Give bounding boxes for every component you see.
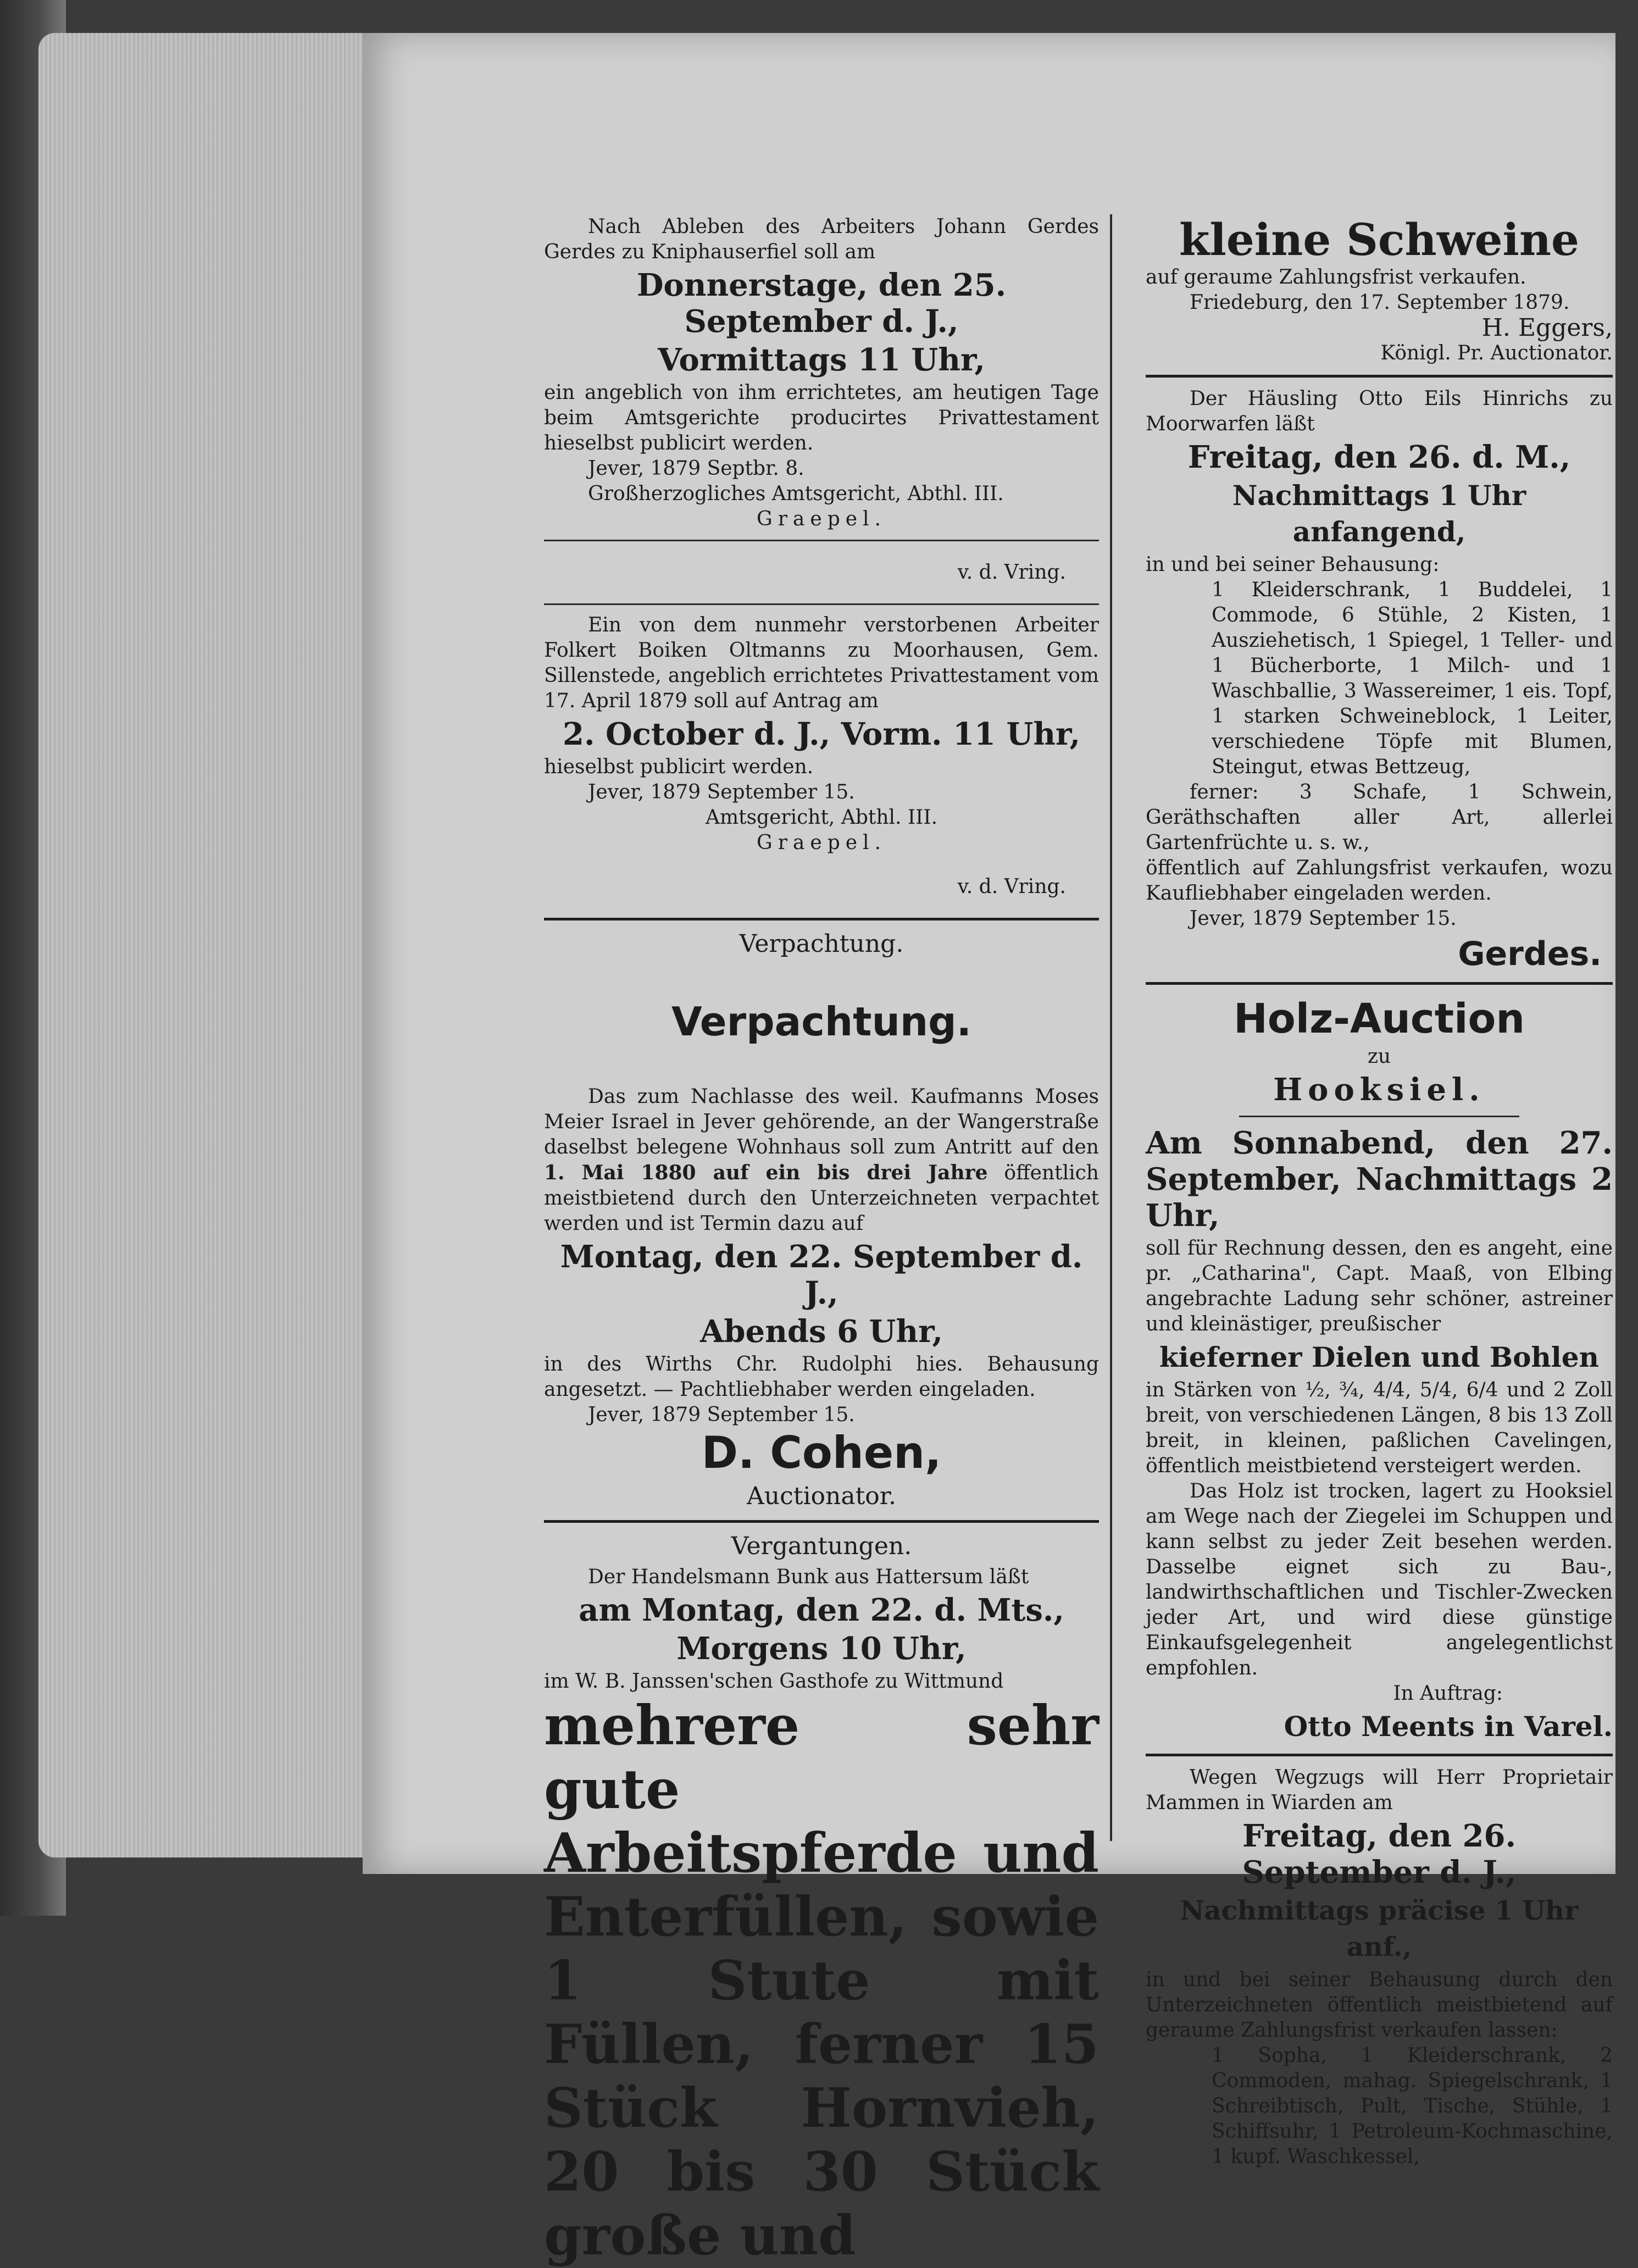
mammen-intro: Wegen Wegzugs will Herr Proprietair Mammen in Wiarden am <box>1146 1766 1613 1814</box>
pigs-place-date: Friedeburg, den 17. September 1879. <box>1190 291 1570 314</box>
mammen-time: Nachmittags präcise 1 Uhr anf., <box>1180 1895 1579 1962</box>
notice-date: 2. October d. J., Vorm. 11 Uhr, <box>563 716 1080 752</box>
wood-auction-notice <box>1146 994 1613 1745</box>
wood-date: Am Sonnabend, den 27. September, Nachmittags 2 Uhr, <box>1146 1125 1613 1234</box>
lease-notice <box>544 929 1099 1511</box>
hinrichs-sale-notice <box>1146 386 1613 973</box>
hinrichs-lead: in und bei seiner Behausung: <box>1146 553 1440 576</box>
notice-date: Donnerstage, den 25. September d. J., <box>636 267 1007 340</box>
sale-animals: mehrere sehr gute Arbeitspferde und Enterfüllen, sowie 1 Stute mit Füllen, ferner 15 Stück Hornvieh, 20 bis 30 Stück große und <box>544 1694 1099 2267</box>
livestock-sale-notice <box>544 1532 1099 2268</box>
divider <box>544 603 1099 605</box>
hinrichs-items: 1 Kleiderschrank, 1 Buddelei, 1 Commode, 6 Stühle, 2 Kisten, 1 Ausziehetisch, 1 Spiegel, 1 Teller- und 1 Bücherborte, 1 Milch- und 1 Waschballie, 3 Wassereimer, 1 eis. Topf, 1 starken Schweineblock, 1 Leiter, verschiedene Töpfe mit Blumen, Steingut, etwas Bettzeug, <box>1212 579 1613 778</box>
sale-date: am Montag, den 22. d. Mts., <box>579 1592 1064 1628</box>
notice-place-date: Jever, 1879 September 15. <box>588 781 855 803</box>
wood-body: soll für Rechnung dessen, den es angeht, eine pr. „Catharina", Capt. Maaß, von Elbing angebrachte Ladung sehr schöner, astreiner und kleinästiger, preußischer <box>1146 1237 1613 1335</box>
notice-place-date: Jever, 1879 Septbr. 8. <box>588 457 804 480</box>
notice-body: ein angeblich von ihm errichtetes, am heutigen Tage beim Amtsgerichte producirtes Privattestament hieselbst publicirt werden. <box>544 381 1099 454</box>
wood-body2: in Stärken von ½, ¾, 4/4, 5/4, 6/4 und 2 Zoll breit, von verschiedenen Längen, 8 bis 13 Zoll breit, in kleinen, paßlichen Cavelingen, öffentlich meistbietend versteigert werden. <box>1146 1379 1613 1477</box>
sale-place: im W. B. Janssen'schen Gasthofe zu Wittmund <box>544 1670 1004 1693</box>
hinrichs-further: ferner: 3 Schafe, 1 Schwein, Geräthschaften aller Art, allerlei Gartenfrüchte u. s. w., <box>1146 781 1613 854</box>
lease-term: 1. Mai 1880 auf ein bis drei Jahre <box>544 1161 988 1184</box>
lease-signer: D. Cohen, <box>701 1427 942 1478</box>
divider <box>1146 1754 1613 1756</box>
section-heading: Vergantungen. <box>731 1532 912 1560</box>
divider <box>544 918 1099 920</box>
notice-intro: Nach Ableben des Arbeiters Johann Gerdes Gerdes zu Kniphauserfiel soll am <box>544 215 1099 263</box>
hinrichs-signer: Gerdes. <box>1458 935 1602 973</box>
lease-body3: in des Wirths Chr. Rudolphi hies. Behausung angesetzt. — Pachtliebhaber werden eingeladen. <box>544 1353 1099 1401</box>
lease-place-date: Jever, 1879 September 15. <box>588 1404 855 1426</box>
newspaper-page <box>363 33 1615 2267</box>
column-divider <box>1110 214 1112 1841</box>
wood-commission: In Auftrag: <box>1393 1682 1503 1705</box>
lease-time: Abends 6 Uhr, <box>699 1313 943 1350</box>
divider <box>544 1520 1099 1523</box>
notice-body: Ein von dem nunmehr verstorbenen Arbeiter Folkert Boiken Oltmanns zu Moorhausen, Gem. Sillenstede, angeblich errichtetes Privattestament vom 17. April 1879 soll auf Antrag am <box>544 614 1099 712</box>
hinrichs-time: Nachmittags 1 Uhr anfangend, <box>1232 479 1526 548</box>
section-heading: Verpachtung. <box>739 930 904 958</box>
lease-body-text: Das zum Nachlasse des weil. Kaufmanns Moses Meier Israel in Jever gehörende, an der Wangerstraße daselbst belegene Wohnhaus soll zum Antritt auf den <box>544 1085 1099 1158</box>
notice-clerk: v. d. Vring. <box>957 561 1066 584</box>
wood-title: Holz-Auction <box>1234 995 1525 1042</box>
notice-court: Großherzogliches Amtsgericht, Abthl. III. <box>588 483 1004 505</box>
mammen-body: in und bei seiner Behausung durch den Unterzeichneten öffentlich meistbietend auf geraume Zahlungsfrist verkaufen lassen: <box>1146 1968 1613 2042</box>
lease-signer-title: Auctionator. <box>747 1482 896 1510</box>
wood-body3: Das Holz ist trocken, lagert zu Hooksiel am Wege nach der Ziegelei im Schuppen und kann selbst zu jeder Zeit besehen werden. Dasselbe eignet sich zu Bau-, landwirthschaftlichen und Tischler-Zwecken jeder Art, und wird diese günstige Einkaufsgelegenheit angelegentlichst empfohlen. <box>1146 1480 1613 1679</box>
wood-goods: kieferner Dielen und Bohlen <box>1159 1341 1599 1373</box>
left-column <box>544 214 1099 2268</box>
sale-time: Morgens 10 Uhr, <box>676 1631 967 1667</box>
mammen-sale-notice <box>1146 1765 1613 2170</box>
mammen-items: 1 Sopha, 1 Kleiderschrank, 2 Commoden, mahag. Spiegelschrank, 1 Schreibtisch, Pult, Tische, Stühle, 1 Schiffsuhr, 1 Petroleum-Kochmaschine, 1 kupf. Waschkessel, <box>1212 2044 1613 2168</box>
hinrichs-place-date: Jever, 1879 September 15. <box>1190 907 1457 930</box>
lease-body-text2: öffentlich meistbietend durch den Unterzeichneten verpachtet werden und ist Termin dazu auf <box>544 1162 1099 1235</box>
sale-intro: Der Handelsmann Bunk aus Hattersum läßt <box>588 1566 1029 1588</box>
hinrichs-date: Freitag, den 26. d. M., <box>1187 439 1571 475</box>
wood-place: Hooksiel. <box>1273 1072 1485 1108</box>
pigs-title: kleine Schweine <box>1179 214 1579 265</box>
notice-time: Vormittags 11 Uhr, <box>658 342 985 378</box>
lease-title: Verpachtung. <box>671 999 971 1045</box>
right-column <box>1146 214 1613 2170</box>
testament-notice-gerdes <box>544 214 1099 584</box>
pigs-notice <box>1146 214 1613 366</box>
pigs-body: auf geraume Zahlungsfrist verkaufen. <box>1146 266 1526 289</box>
divider <box>1146 982 1613 985</box>
divider <box>1146 375 1613 378</box>
notice-judge: Graepel. <box>756 831 887 854</box>
pigs-signer: H. Eggers, <box>1481 314 1613 342</box>
pigs-signer-title: Königl. Pr. Auctionator. <box>1380 342 1613 364</box>
page-stack <box>38 33 368 1857</box>
hinrichs-tail: öffentlich auf Zahlungsfrist verkaufen, wozu Kaufliebhaber eingeladen werden. <box>1146 857 1613 905</box>
lease-body <box>544 1084 1099 1236</box>
notice-court: Amtsgericht, Abthl. III. <box>705 806 938 829</box>
mammen-date: Freitag, den 26. September d. J., <box>1242 1818 1517 1890</box>
hinrichs-intro: Der Häusling Otto Eils Hinrichs zu Moorwarfen läßt <box>1146 387 1613 435</box>
notice-clerk: v. d. Vring. <box>957 875 1066 898</box>
divider <box>544 540 1099 541</box>
lease-date: Montag, den 22. September d. J., <box>560 1239 1083 1311</box>
notice-judge: Graepel. <box>756 508 887 530</box>
wood-signer: Otto Meents in Varel. <box>1284 1710 1613 1743</box>
testament-notice-oltmanns <box>544 613 1099 898</box>
divider <box>1239 1116 1519 1117</box>
notice-tail: hieselbst publicirt werden. <box>544 756 814 778</box>
wood-zu: zu <box>1367 1045 1391 1068</box>
